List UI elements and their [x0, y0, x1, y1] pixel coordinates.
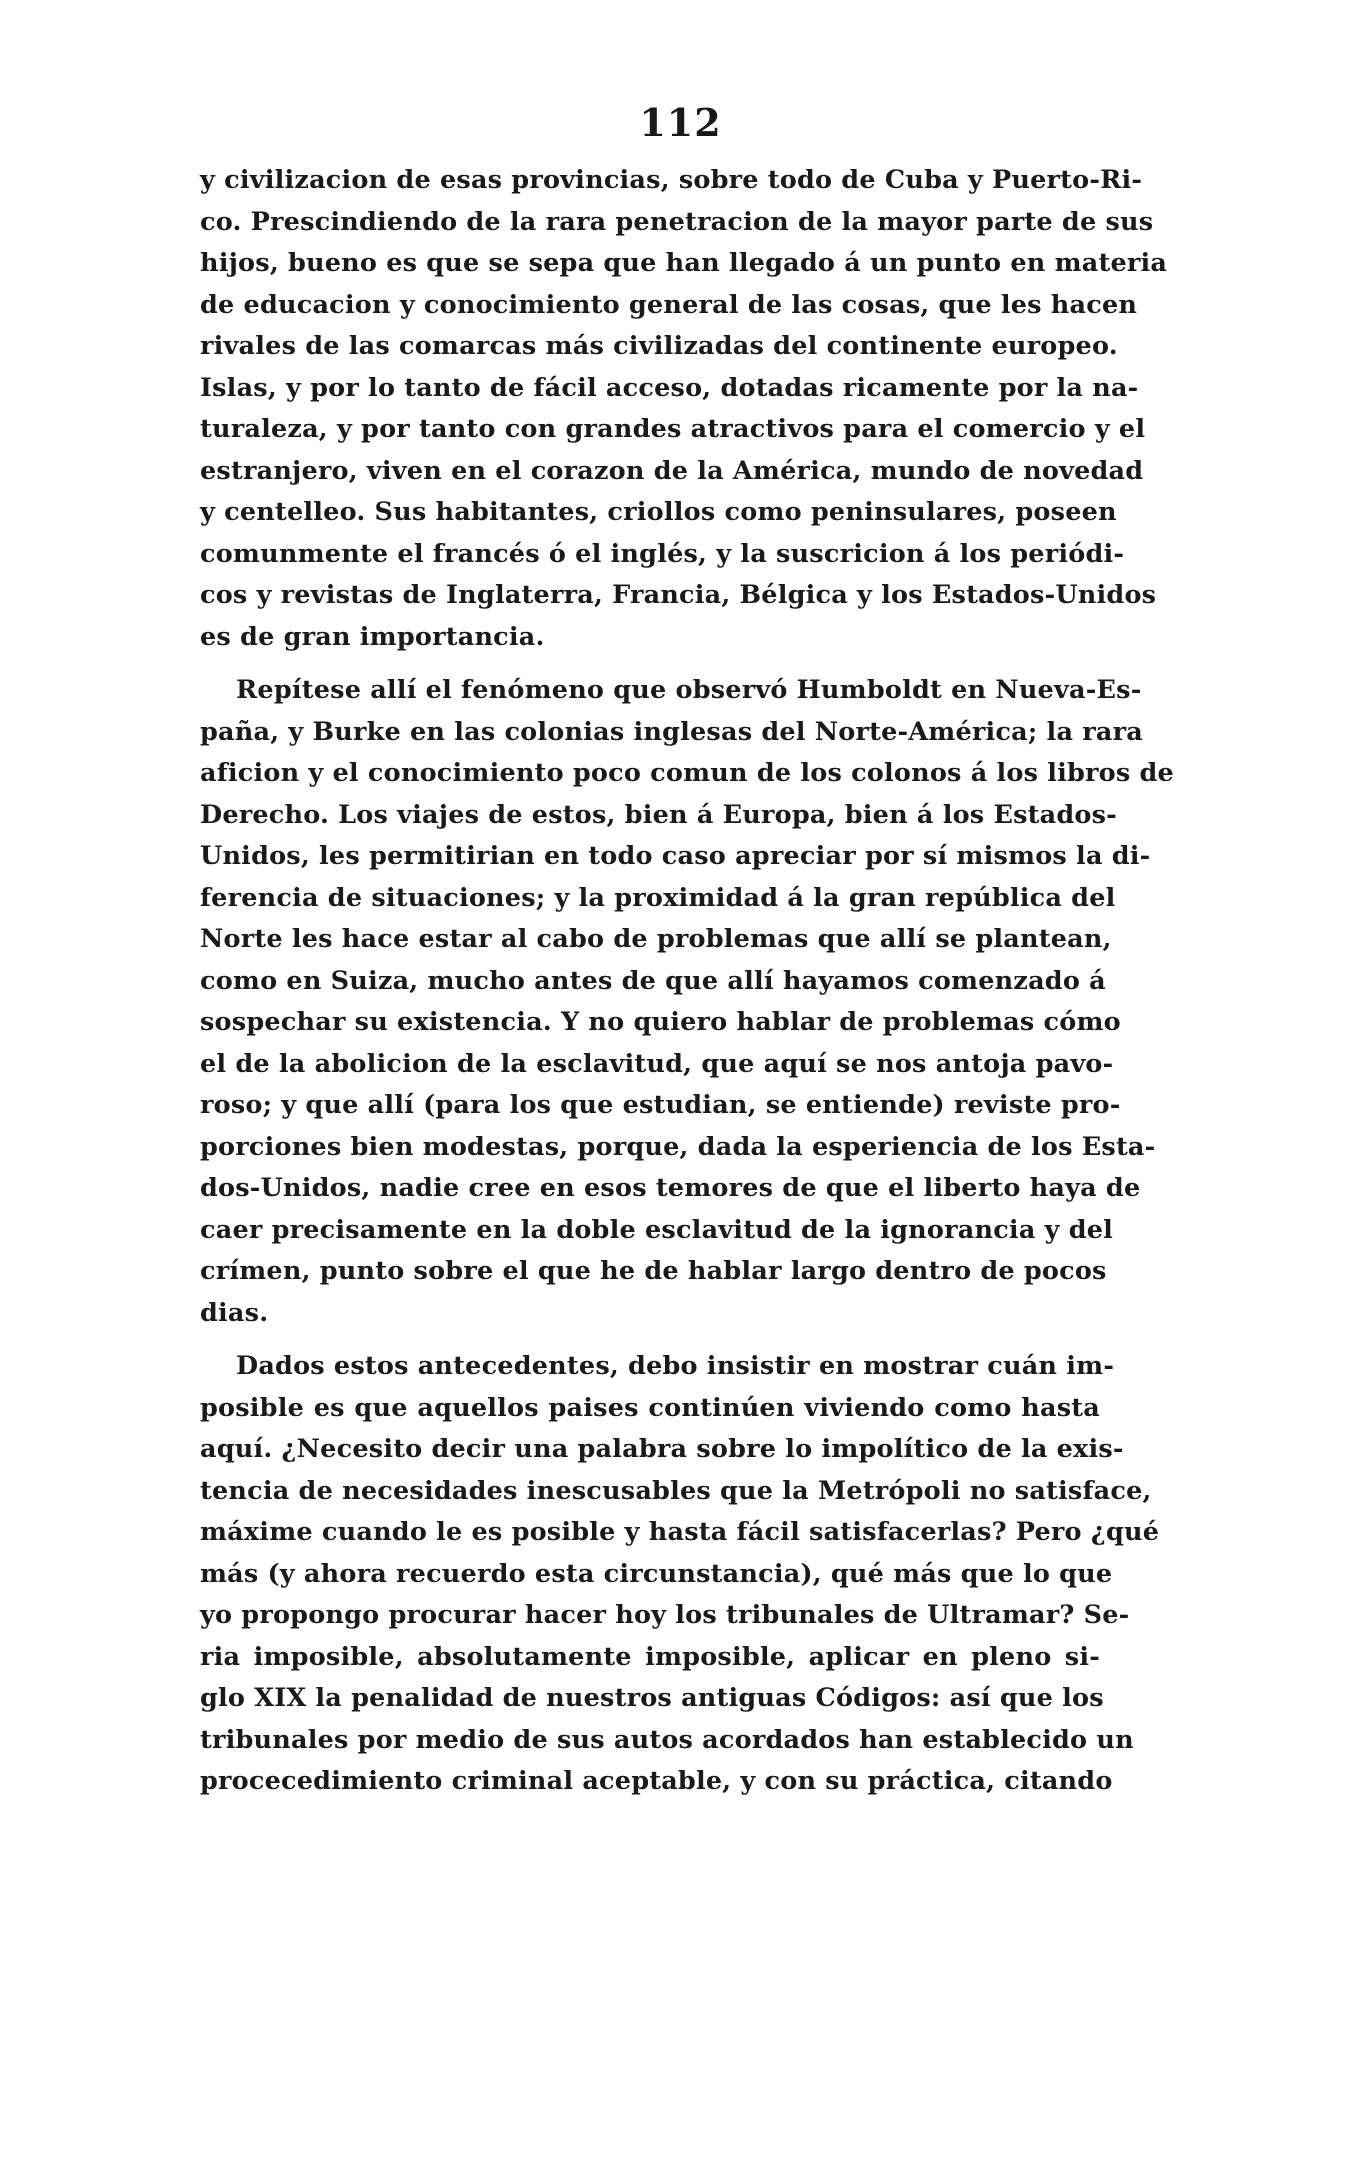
text-line: aficion y el conocimiento poco comun de los colonos á los libros de	[200, 758, 1174, 788]
text-line: dos-Unidos, nadie cree en esos temores de que el liberto haya de	[200, 1173, 1141, 1203]
text-line: rivales de las comarcas más civilizadas del continente europeo.	[200, 331, 1118, 361]
text-line: caer precisamente en la doble esclavitud de la ignorancia y del	[200, 1214, 1114, 1245]
text-line: comunmente el francés ó el inglés, y la suscricion á los periódi-	[200, 538, 1125, 569]
text-line: turaleza, y por tanto con grandes atractivos para el comercio y el	[200, 414, 1146, 444]
text-line: y centelleo. Sus habitantes, criollos como peninsulares, poseen	[200, 497, 1117, 527]
text-line: ria imposible, absolutamente imposible, aplicar en pleno si-	[200, 1641, 1100, 1672]
text-line: glo XIX la penalidad de nuestros antiguas Códigos: así que los	[200, 1683, 1104, 1713]
text-line: crímen, punto sobre el que he de hablar largo dentro de pocos	[200, 1256, 1107, 1286]
paragraph-gap	[200, 658, 1100, 670]
text-line: paña, y Burke en las colonias inglesas del Norte-América; la rara	[200, 716, 1143, 747]
text-line: hijos, bueno es que se sepa que han llegado á un punto en materia	[200, 248, 1168, 278]
text-line: estranjero, viven en el corazon de la América, mundo de novedad	[200, 455, 1144, 486]
text-line: Dados estos antecedentes, debo insistir en mostrar cuán im-	[236, 1351, 1115, 1381]
text-line: roso; y que allí (para los que estudian, se entiende) reviste pro-	[200, 1090, 1121, 1120]
text-line: co. Prescindiendo de la rara penetracion de la mayor parte de sus	[200, 206, 1154, 237]
text-line: porciones bien modestas, porque, dada la esperiencia de los Esta-	[200, 1131, 1156, 1162]
paragraph-1	[200, 160, 1168, 658]
text-line: dias.	[200, 1297, 269, 1328]
text-line: sospechar su existencia. Y no quiero hablar de problemas cómo	[200, 1007, 1121, 1037]
text-line: Derecho. Los viajes de estos, bien á Europa, bien á los Estados-	[200, 799, 1117, 830]
paragraph-3	[200, 1346, 1160, 1803]
text-line: Norte les hace estar al cabo de problemas que allí se plantean,	[200, 924, 1112, 954]
text-line: Repítese allí el fenómeno que observó Humboldt en Nueva-Es-	[236, 675, 1142, 705]
text-line: cos y revistas de Inglaterra, Francia, Bélgica y los Estados-Unidos	[200, 580, 1157, 610]
text-line: más (y ahora recuerdo esta circunstancia), qué más que lo que	[200, 1558, 1113, 1589]
text-line: el de la abolicion de la esclavitud, que aquí se nos antoja pavo-	[200, 1048, 1114, 1079]
text-line: aquí. ¿Necesito decir una palabra sobre lo impolítico de la exis-	[200, 1434, 1124, 1464]
paragraph-2	[200, 670, 1174, 1334]
text-line: procecedimiento criminal aceptable, y con su práctica, citando	[200, 1766, 1113, 1796]
text-line: de educacion y conocimiento general de las cosas, que les hacen	[200, 289, 1138, 320]
text-line: es de gran importancia.	[200, 621, 545, 652]
text-line: y civilizacion de esas provincias, sobre todo de Cuba y Puerto-Ri-	[200, 165, 1143, 195]
body-text	[200, 160, 1174, 1803]
text-line: posible es que aquellos paises continúen viviendo como hasta	[200, 1392, 1100, 1423]
page-number: 112	[639, 100, 722, 145]
text-line: como en Suiza, mucho antes de que allí hayamos comenzado á	[200, 965, 1106, 996]
text-line: máxime cuando le es posible y hasta fácil satisfacerlas? Pero ¿qué	[200, 1517, 1160, 1547]
text-line: yo propongo procurar hacer hoy los tribunales de Ultramar? Se-	[200, 1600, 1130, 1630]
text-line: tribunales por medio de sus autos acordados han establecido un	[200, 1724, 1134, 1755]
text-line: Islas, y por lo tanto de fácil acceso, dotadas ricamente por la na-	[200, 372, 1139, 403]
text-line: ferencia de situaciones; y la proximidad á la gran república del	[200, 882, 1116, 913]
paragraph-gap	[200, 1334, 1100, 1346]
text-line: Unidos, les permitirian en todo caso apreciar por sí mismos la di-	[200, 841, 1151, 871]
text-line: tencia de necesidades inescusables que la Metrópoli no satisface,	[200, 1475, 1152, 1506]
